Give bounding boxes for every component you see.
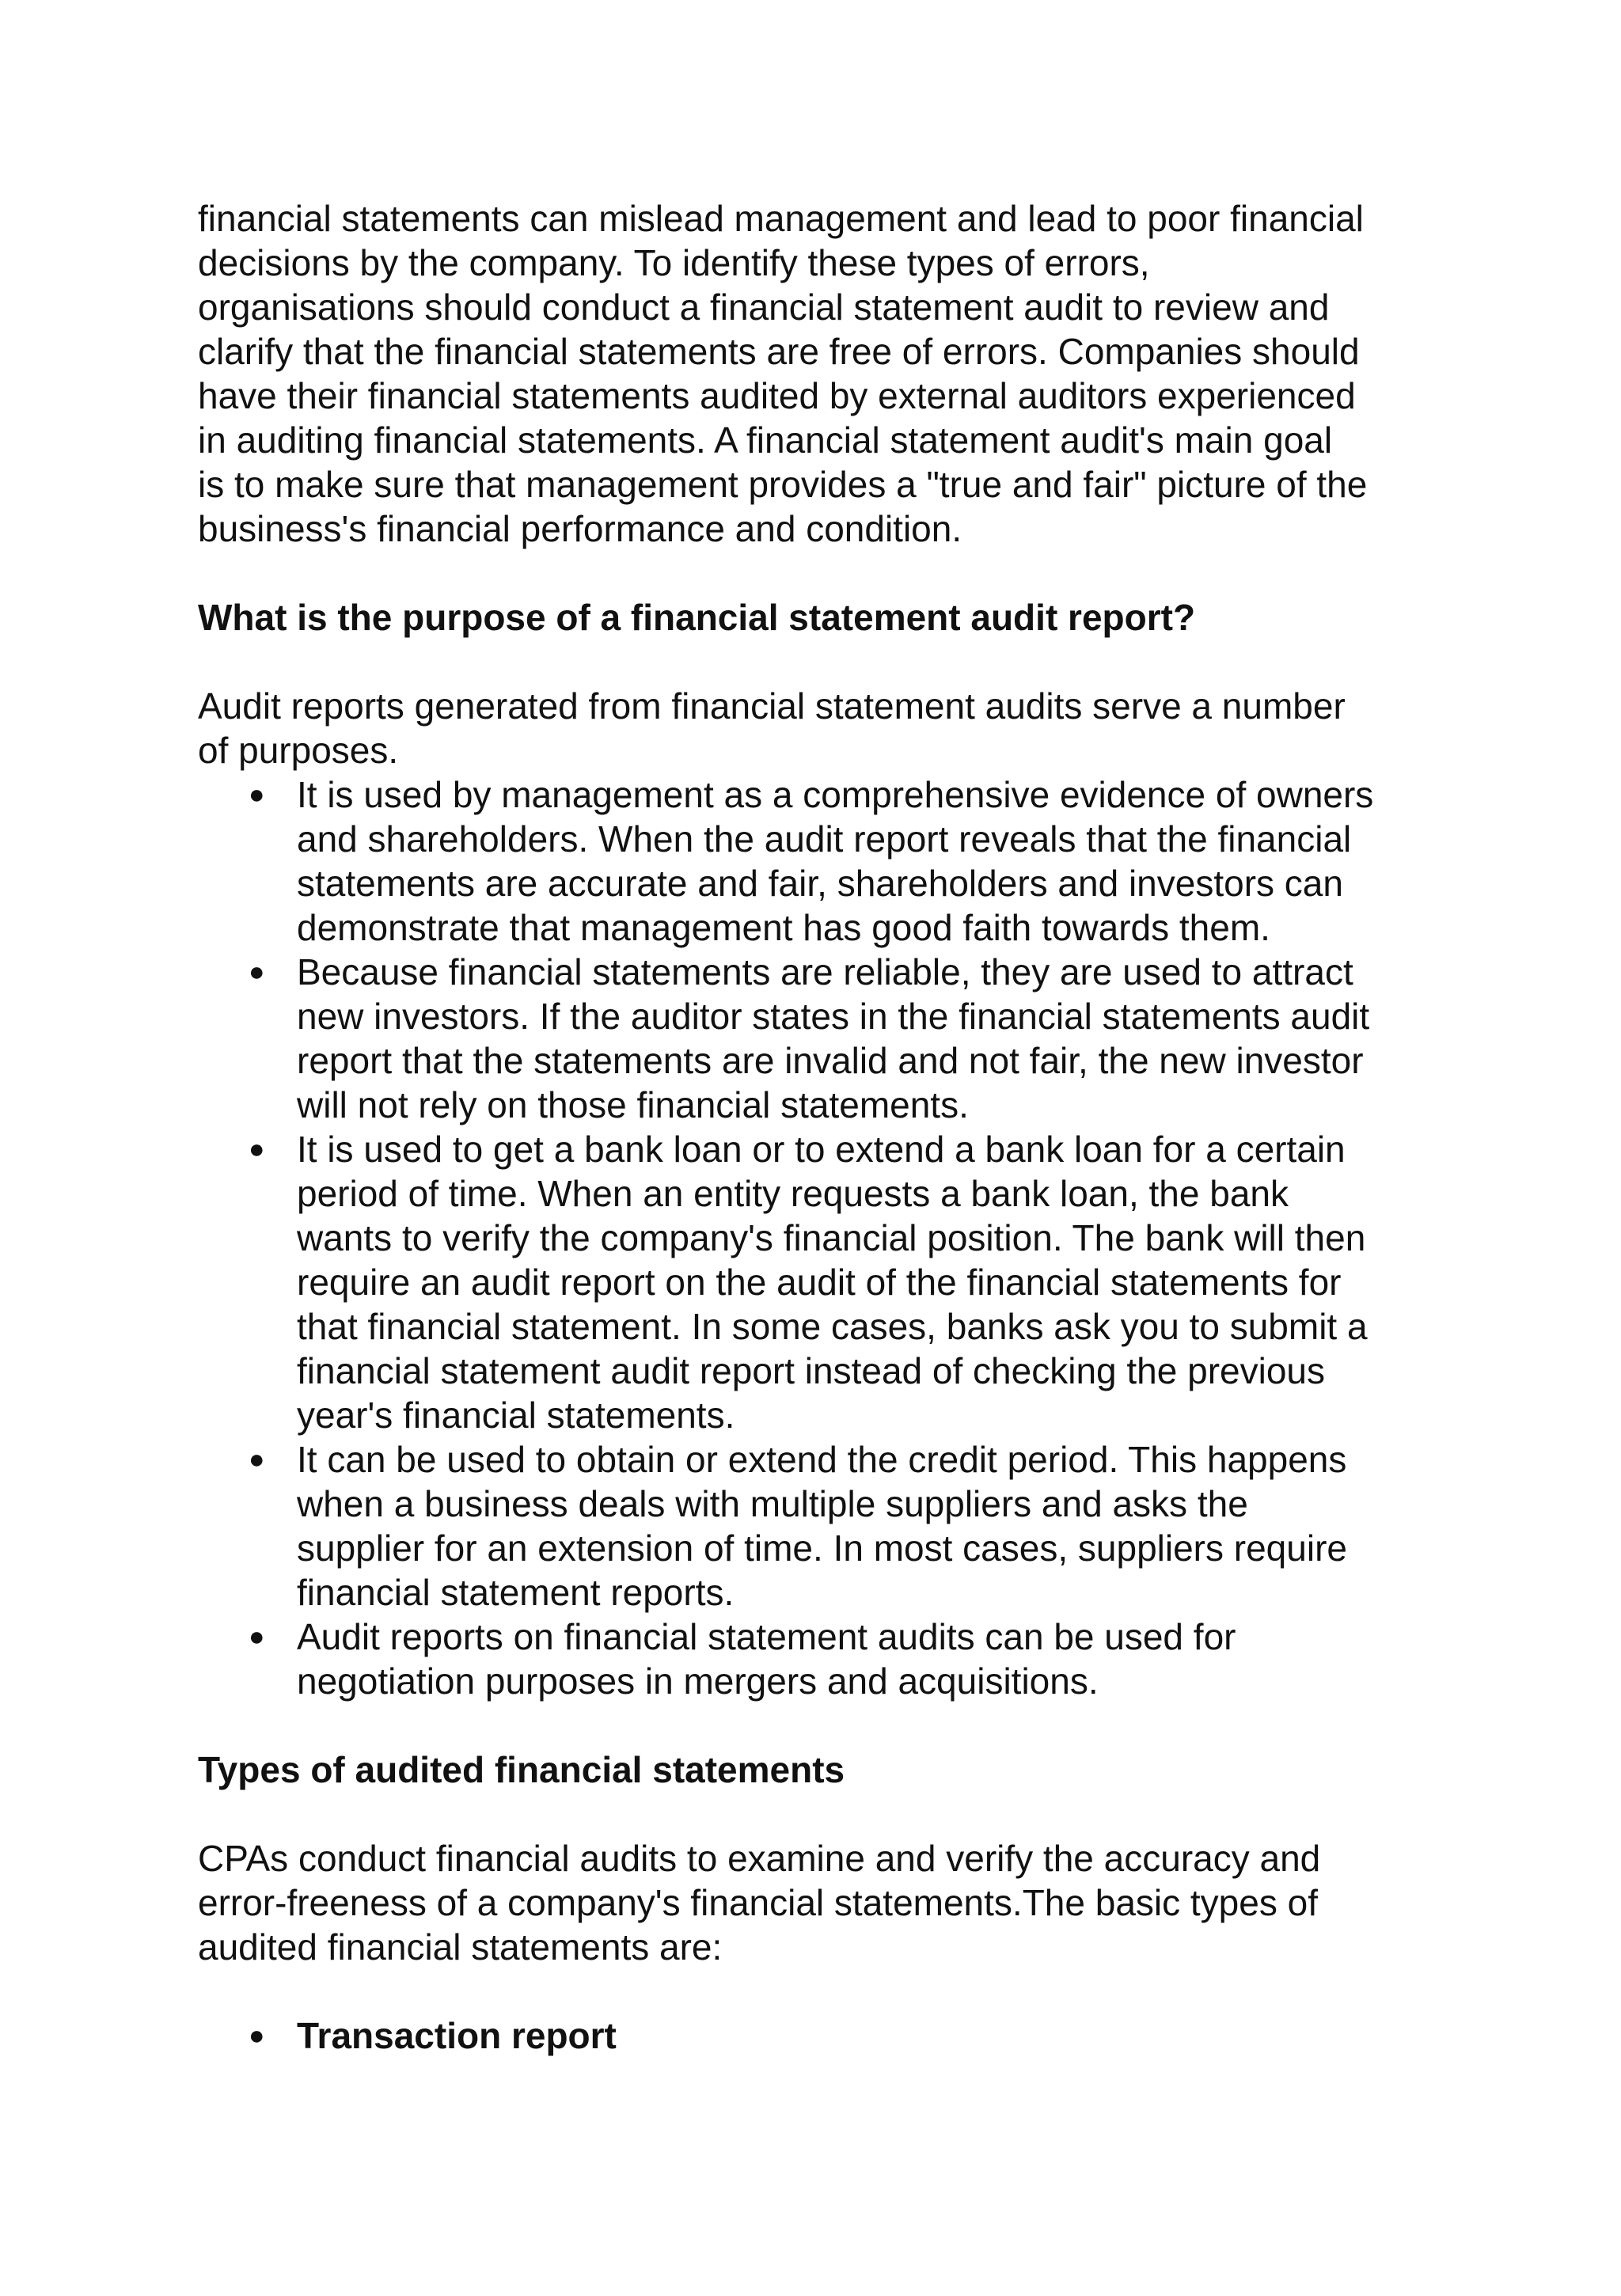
- spacer: [198, 639, 1448, 684]
- document-page: [198, 196, 1448, 2058]
- spacer: [198, 1703, 1448, 1748]
- list-item-text: It is used by management as a comprehensive evidence of owners and shareholders. When the audit report reveals that the financial statements are accurate and fair, shareholders and investors can demonstrate that management has good faith towards them.: [297, 774, 1374, 948]
- list-item-text: Because financial statements are reliable, they are used to attract new investors. If the auditor states in the financial statements audit report that the statements are invalid and not fair, the new investor will not rely on those financial statements.: [297, 951, 1370, 1125]
- bullet-icon: ●: [249, 1444, 265, 1474]
- types-paragraph: CPAs conduct financial audits to examine and verify the accuracy and error-freeness of a company's financial statements.The basic types of audited financial statements are:: [198, 1838, 1321, 1968]
- list-item-text: It is used to get a bank loan or to extend a bank loan for a certain period of time. When an entity requests a bank loan, the bank wants to verify the company's financial position. The bank will then require an audit report on the audit of the financial statements for that financial statement. In some cases, banks ask you to submit a financial statement audit report instead of checking the previous year's financial statements.: [297, 1129, 1368, 1436]
- list-item: [198, 772, 1448, 950]
- types-heading: Types of audited financial statements: [198, 1749, 845, 1790]
- list-item: [198, 1437, 1448, 1615]
- list-item: [198, 2013, 1448, 2058]
- purpose-paragraph: Audit reports generated from financial statement audits serve a number of purposes.: [198, 685, 1346, 771]
- bullet-icon: ●: [249, 2021, 265, 2051]
- bullet-icon: ●: [249, 957, 265, 987]
- bullet-icon: ●: [249, 1134, 265, 1164]
- types-list: [198, 2013, 1448, 2058]
- list-item: [198, 950, 1448, 1127]
- spacer: [198, 551, 1448, 595]
- list-item-text: It can be used to obtain or extend the credit period. This happens when a business deals with multiple suppliers and asks the supplier for an extension of time. In most cases, suppliers require financial statement reports.: [297, 1439, 1347, 1613]
- list-item-text: Audit reports on financial statement audits can be used for negotiation purposes in mergers and acquisitions.: [297, 1616, 1236, 1702]
- list-item-text: Transaction report: [297, 2015, 617, 2056]
- spacer: [198, 1792, 1448, 1836]
- purpose-heading: What is the purpose of a financial statement audit report?: [198, 597, 1196, 638]
- bullet-icon: ●: [249, 1622, 265, 1652]
- list-item: [198, 1615, 1448, 1703]
- purpose-list: [198, 772, 1448, 1703]
- bullet-icon: ●: [249, 780, 265, 810]
- list-item: [198, 1127, 1448, 1437]
- intro-paragraph: financial statements can mislead management and lead to poor financial decisions by the company. To identify these types of errors, organisations should conduct a financial statement audit to review and clarify that the financial statements are free of errors. Companies should have their financial statements audited by external auditors experienced in auditing financial statements. A financial statement audit's main goal is to make sure that management provides a "true and fair" picture of the business's financial performance and condition.: [198, 198, 1368, 549]
- spacer: [198, 1969, 1448, 2013]
